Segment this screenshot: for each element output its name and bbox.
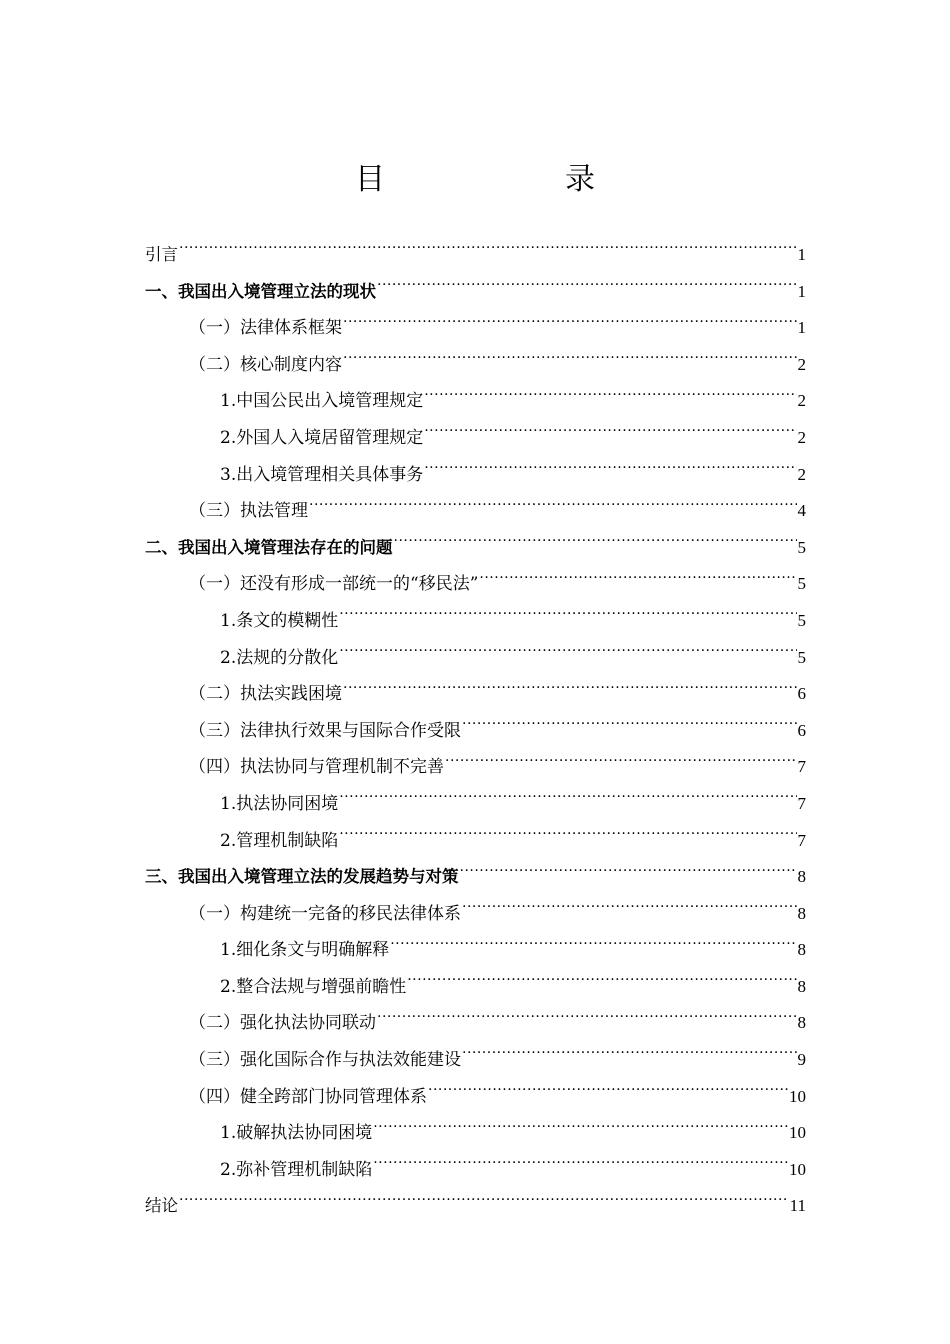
toc-entry-title: （二）核心制度内容 (189, 354, 342, 375)
toc-page-number: 10 (789, 1159, 806, 1179)
toc-entry-title: （四）健全跨部门协同管理体系 (189, 1086, 427, 1107)
toc-entry-level-2[interactable] (145, 310, 806, 347)
toc-entry-level-2[interactable] (145, 896, 806, 933)
toc-entry-title: 1.细化条文与明确解释 (220, 940, 390, 961)
toc-page-number: 9 (797, 1050, 806, 1070)
toc-entry-title: （二）强化执法协同联动 (189, 1013, 376, 1034)
toc-entry-level-2[interactable] (145, 713, 806, 750)
toc-entry-level-2[interactable] (145, 1005, 806, 1042)
toc-entry-level-2[interactable] (145, 1042, 806, 1079)
toc-page-number: 8 (797, 867, 806, 887)
toc-entry-title: （四）执法协同与管理机制不完善 (189, 757, 444, 778)
dot-leader (479, 572, 796, 589)
toc-page-number: 10 (789, 1123, 806, 1143)
toc-entry-title: 一、我国出入境管理立法的现状 (145, 281, 376, 301)
toc-page-number: 8 (797, 976, 806, 996)
toc-entry-title: 3.出入境管理相关具体事务 (220, 464, 424, 485)
toc-page-number: 7 (797, 830, 806, 850)
dot-leader (343, 682, 797, 699)
dot-leader (462, 719, 797, 736)
toc-page-number: 8 (797, 903, 806, 923)
toc-page-number: 2 (797, 427, 806, 447)
toc-entry-title: （一）法律体系框架 (189, 318, 342, 339)
toc-entry-title: 1.破解执法协同困境 (220, 1123, 373, 1144)
dot-leader (462, 1048, 797, 1065)
toc-page-number: 5 (797, 574, 806, 594)
toc-entry-title: （三）强化国际合作与执法效能建设 (189, 1050, 461, 1071)
toc-entry-title: 二、我国出入境管理法存在的问题 (145, 537, 393, 557)
toc-entry-level-2[interactable] (145, 347, 806, 384)
dot-leader (339, 646, 796, 663)
toc-entry-title: 三、我国出入境管理立法的发展趋势与对策 (145, 867, 459, 887)
toc-entry-level-2[interactable] (145, 676, 806, 713)
dot-leader (373, 1158, 788, 1175)
toc-page-number: 5 (797, 610, 806, 630)
toc-entry-level-3[interactable] (145, 1115, 806, 1152)
toc-entry-title: 1.执法协同困境 (220, 793, 339, 814)
toc-page-number: 7 (797, 793, 806, 813)
toc-entry-title: （三）执法管理 (189, 501, 308, 522)
dot-leader (424, 426, 796, 443)
dot-leader (377, 280, 797, 297)
dot-leader (179, 244, 797, 261)
toc-page-number: 5 (797, 647, 806, 667)
toc-title: 目 录 (355, 162, 635, 197)
toc-entry-level-2[interactable] (145, 493, 806, 530)
toc-page-number: 10 (789, 1086, 806, 1106)
dot-leader (424, 463, 796, 480)
toc-entry-title: 2.弥补管理机制缺陷 (220, 1159, 373, 1180)
toc-entry-level-3[interactable] (145, 603, 806, 640)
toc-page-number: 11 (789, 1196, 806, 1216)
toc-page-number: 2 (797, 391, 806, 411)
toc-entry-level-3[interactable] (145, 932, 806, 969)
dot-leader (407, 975, 796, 992)
dot-leader (462, 902, 797, 919)
dot-leader (343, 353, 797, 370)
toc-entry-level-3[interactable] (145, 823, 806, 860)
toc-entry-level-3[interactable] (145, 383, 806, 420)
dot-leader (377, 1011, 797, 1028)
toc-entry-title: （三）法律执行效果与国际合作受限 (189, 720, 461, 741)
toc-entry-title: 2.管理机制缺陷 (220, 830, 339, 851)
toc-entry-level-1[interactable] (145, 1188, 806, 1225)
toc-page-number: 1 (797, 281, 806, 301)
toc-entry-level-3[interactable] (145, 786, 806, 823)
toc-entry-title: （二）执法实践困境 (189, 684, 342, 705)
toc-entry-level-3[interactable] (145, 640, 806, 677)
dot-leader (394, 536, 797, 553)
toc-entry-level-3[interactable] (145, 420, 806, 457)
toc-page-number: 8 (797, 1013, 806, 1033)
toc-page-number: 6 (797, 720, 806, 740)
toc-page-number: 8 (797, 940, 806, 960)
dot-leader (339, 609, 796, 626)
toc-entry-title: 结论 (145, 1196, 178, 1216)
toc-entry-title: 1.中国公民出入境管理规定 (220, 391, 424, 412)
dot-leader (309, 499, 797, 516)
table-of-contents (145, 237, 806, 1225)
dot-leader (343, 316, 797, 333)
dot-leader (460, 866, 797, 883)
toc-page-number: 1 (797, 245, 806, 264)
toc-entry-title: （一）还没有形成一部统一的“移民法” (189, 574, 479, 595)
toc-entry-level-1[interactable] (145, 530, 806, 567)
toc-entry-title: 2.法规的分散化 (220, 647, 339, 668)
toc-entry-level-3[interactable] (145, 457, 806, 494)
toc-entry-level-2[interactable] (145, 1079, 806, 1116)
toc-page-number: 7 (797, 757, 806, 777)
toc-entry-title: 引言 (145, 245, 178, 264)
dot-leader (390, 938, 796, 955)
toc-entry-level-3[interactable] (145, 1152, 806, 1189)
toc-entry-level-1[interactable] (145, 237, 806, 274)
toc-page-number: 5 (797, 537, 806, 557)
toc-page-number: 6 (797, 684, 806, 704)
dot-leader (339, 792, 796, 809)
dot-leader (179, 1195, 789, 1212)
toc-page-number: 2 (797, 354, 806, 374)
toc-page-number: 4 (797, 501, 806, 521)
toc-entry-level-2[interactable] (145, 749, 806, 786)
toc-entry-level-3[interactable] (145, 969, 806, 1006)
toc-entry-title: 2.外国人入境居留管理规定 (220, 427, 424, 448)
dot-leader (428, 1085, 788, 1102)
toc-entry-title: 2.整合法规与增强前瞻性 (220, 976, 407, 997)
toc-entry-level-1[interactable] (145, 274, 806, 311)
dot-leader (445, 755, 797, 772)
toc-page-number: 2 (797, 464, 806, 484)
toc-page-number: 1 (797, 318, 806, 338)
dot-leader (424, 389, 796, 406)
toc-entry-level-1[interactable] (145, 859, 806, 896)
toc-entry-level-2[interactable] (145, 566, 806, 603)
dot-leader (373, 1121, 788, 1138)
toc-entry-title: （一）构建统一完备的移民法律体系 (189, 903, 461, 924)
toc-entry-title: 1.条文的模糊性 (220, 610, 339, 631)
dot-leader (339, 829, 796, 846)
